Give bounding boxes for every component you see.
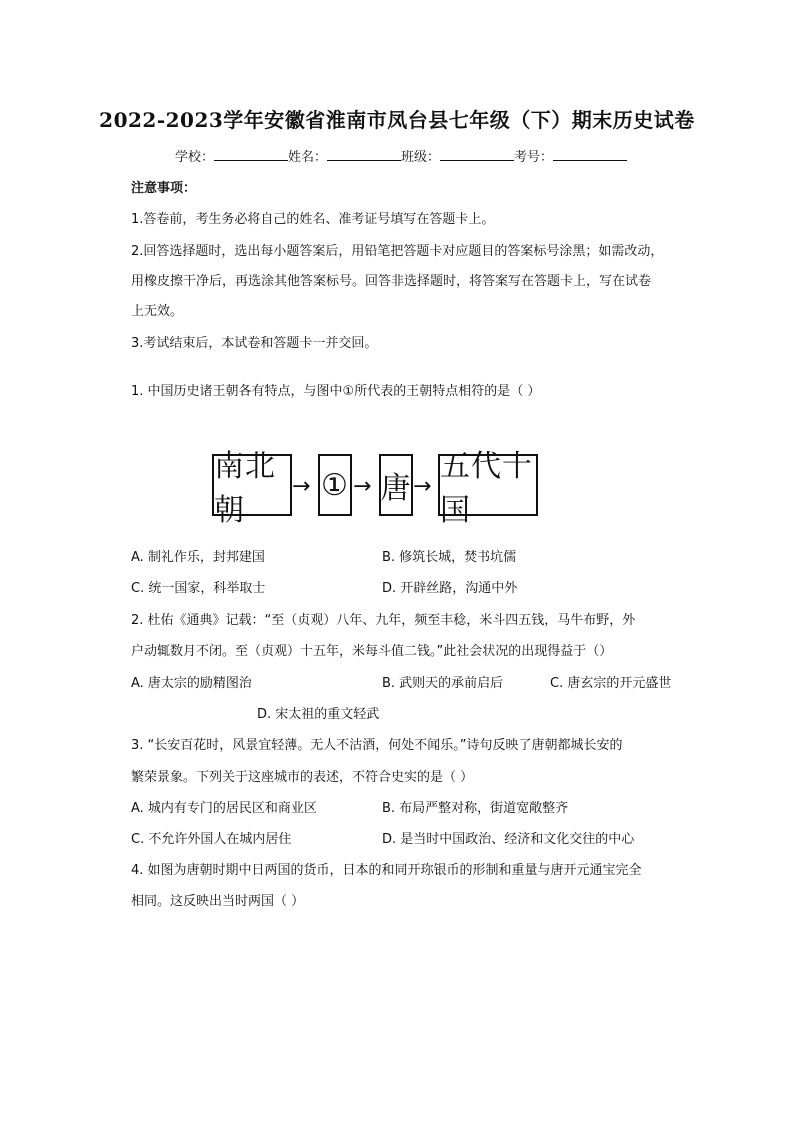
q2-stem-line-1: 2. 杜佑《通典》记载：“至（贞观）八年、九年，频至丰稔，米斗四五钱，马牛布野，外 <box>131 613 636 628</box>
q3-option-a[interactable]: A. 城内有专门的居民区和商业区 <box>131 801 317 816</box>
arrow-icon: → <box>292 474 311 499</box>
q2-option-c[interactable]: C. 唐玄宗的开元盛世 <box>550 676 672 691</box>
q2-option-b[interactable]: B. 武则天的承前启后 <box>382 676 504 691</box>
student-info-line <box>175 146 627 165</box>
school-blank[interactable] <box>214 148 288 161</box>
exam-no-label: 考号： <box>514 150 554 165</box>
q4-stem-line-2: 相同。这反映出当时两国（ ） <box>131 894 305 909</box>
q1-option-a[interactable]: A. 制礼作乐，封邦建国 <box>131 550 265 565</box>
q1-stem: 1. 中国历史诸王朝各有特点，与图中①所代表的王朝特点相符的是（ ） <box>131 384 541 399</box>
notice-item-1: 1.答卷前，考生务必将自己的姓名、准考证号填写在答题卡上。 <box>131 212 495 227</box>
diagram-box-unknown: ① <box>318 454 352 516</box>
q2-option-a[interactable]: A. 唐太宗的励精图治 <box>131 676 252 691</box>
arrow-icon: → <box>413 474 432 499</box>
arrow-icon: → <box>353 474 372 499</box>
q3-stem-line-1: 3. “长安百花时，风景宜轻薄。无人不沽酒，何处不闻乐。”诗句反映了唐朝都城长安的 <box>131 738 623 753</box>
notice-item-3: 3.考试结束后，本试卷和答题卡一并交回。 <box>131 336 378 351</box>
name-label: 姓名： <box>288 150 328 165</box>
q4-stem-line-1: 4. 如图为唐朝时期中日两国的货币，日本的和同开珎银币的形制和重量与唐开元通宝完全 <box>131 863 642 878</box>
notice-item-2-line-1: 2.回答选择题时，选出每小题答案后，用铅笔把答题卡对应题目的答案标号涂黑；如需改动， <box>131 244 664 259</box>
q2-stem-line-2: 户动辄数月不闭。至（贞观）十五年，米每斗值二钱。”此社会状况的出现得益于（） <box>131 644 613 659</box>
class-blank[interactable] <box>440 148 514 161</box>
notice-heading: 注意事项： <box>131 181 197 196</box>
q2-option-d[interactable]: D. 宋太祖的重文轻武 <box>257 707 380 722</box>
q1-option-b[interactable]: B. 修筑长城，焚书坑儒 <box>382 550 517 565</box>
notice-item-2-line-3: 上无效。 <box>131 304 184 319</box>
diagram-box-five-dynasties: 五代十国 <box>438 454 538 516</box>
school-label: 学校： <box>175 150 215 165</box>
q3-stem-line-2: 繁荣景象。下列关于这座城市的表述，不符合史实的是（ ） <box>131 770 474 785</box>
q3-option-c[interactable]: C. 不允许外国人在城内居住 <box>131 832 292 847</box>
exam-no-blank[interactable] <box>553 148 627 161</box>
diagram-box-tang: 唐 <box>379 454 413 516</box>
exam-title: 2022-2023学年安徽省淮南市凤台县七年级（下）期末历史试卷 <box>99 108 695 132</box>
q3-option-d[interactable]: D. 是当时中国政治、经济和文化交往的中心 <box>382 832 635 847</box>
q1-option-d[interactable]: D. 开辟丝路，沟通中外 <box>382 581 518 596</box>
class-label: 班级： <box>401 150 441 165</box>
q3-option-b[interactable]: B. 布局严整对称，街道宽敞整齐 <box>382 801 569 816</box>
diagram-box-southern-northern: 南北朝 <box>212 454 292 516</box>
q1-option-c[interactable]: C. 统一国家，科举取士 <box>131 581 266 596</box>
notice-item-2-line-2: 用橡皮擦干净后，再选涂其他答案标号。回答非选择题时，将答案写在答题卡上，写在试卷 <box>131 274 652 289</box>
dynasty-sequence-diagram <box>212 449 538 528</box>
name-blank[interactable] <box>327 148 401 161</box>
